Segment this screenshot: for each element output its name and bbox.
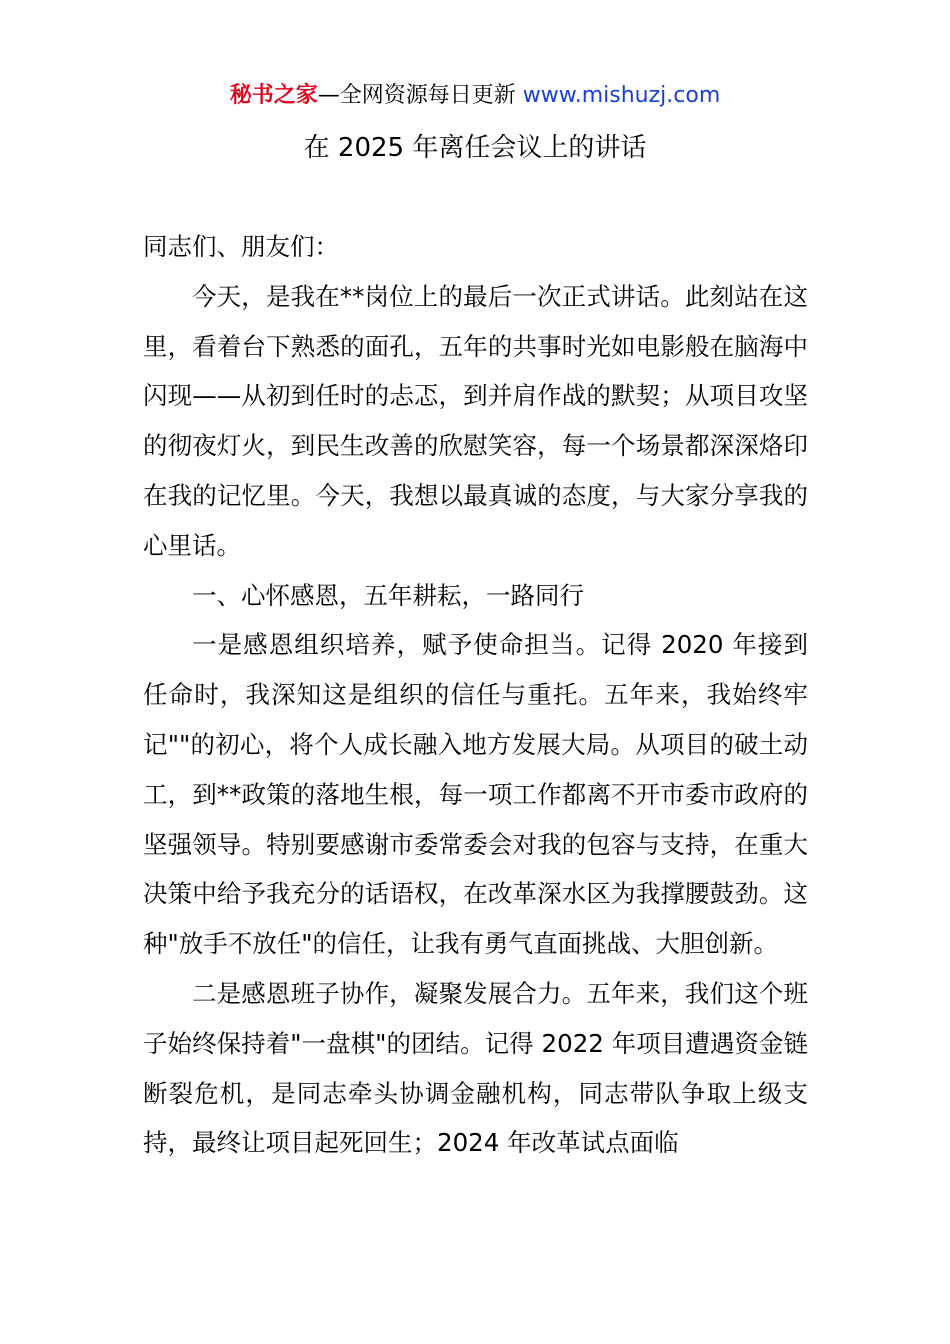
- paragraph-gratitude-team: 二是感恩班子协作，凝聚发展合力。五年来，我们这个班子始终保持着"一盘棋"的团结。记得 2022 年项目遭遇资金链断裂危机，是同志牵头协调金融机构，同志带队争取上级支持，最终让项目起死回生；2024 年改革试点面临: [143, 978, 808, 1158]
- site-header: [0, 80, 950, 112]
- site-brand: 秘书之家: [229, 83, 318, 108]
- site-url-link[interactable]: www.mishuzj.com: [522, 83, 721, 108]
- paragraph-gratitude-organization: 一是感恩组织培养，赋予使命担当。记得 2020 年接到任命时，我深知这是组织的信任与重托。五年来，我始终牢记""的初心，将个人成长融入地方发展大局。从项目的破土动工，到**政策的落地生根，每一项工作都离不开市委市政府的坚强领导。特别要感谢市委常委会对我的包容与支持，在重大决策中给予我充分的话语权，在改革深水区为我撑腰鼓劲。这种"放手不放任"的信任，让我有勇气直面挑战、大胆创新。: [143, 630, 808, 959]
- document-title: 在 2025 年离任会议上的讲话: [303, 133, 647, 163]
- section-heading: 一、心怀感恩，五年耕耘，一路同行: [192, 580, 584, 610]
- salutation: 同志们、朋友们：: [143, 232, 339, 261]
- paragraph-intro: 今天，是我在**岗位上的最后一次正式讲话。此刻站在这里，看着台下熟悉的面孔，五年的共事时光如电影般在脑海中闪现——从初到任时的忐忑，到并肩作战的默契；从项目攻坚的彻夜灯火，到民生改善的欣慰笑容，每一个场景都深深烙印在我的记忆里。今天，我想以最真诚的态度，与大家分享我的心里话。: [143, 281, 808, 560]
- site-tagline: —全网资源每日更新: [317, 83, 523, 108]
- document-body: [143, 222, 808, 1168]
